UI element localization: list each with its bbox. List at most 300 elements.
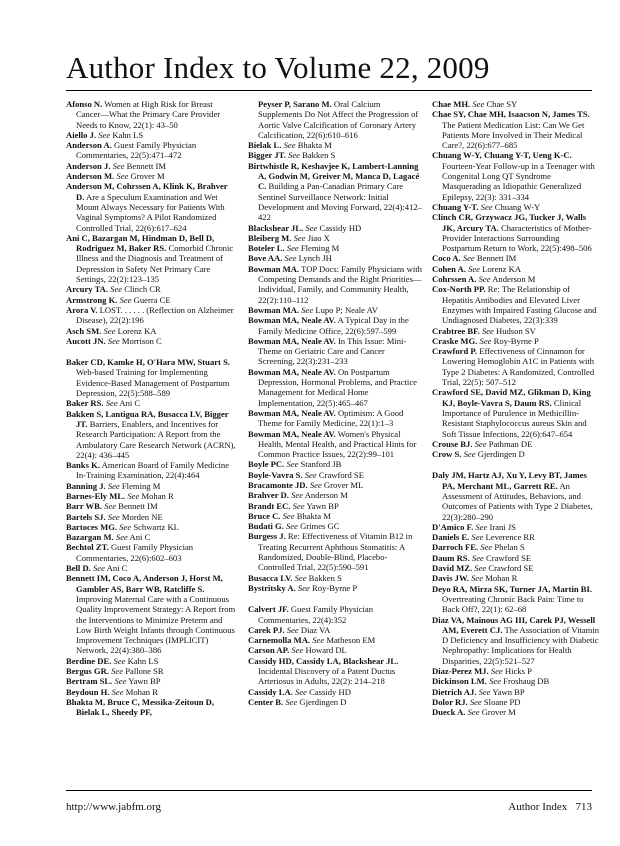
entry-author: D'Amico F. bbox=[432, 521, 474, 532]
entry-author: Busacca LV. bbox=[248, 572, 293, 583]
index-entry bbox=[432, 542, 600, 552]
index-entry bbox=[66, 481, 237, 491]
entry-author: Bystritsky A. bbox=[248, 582, 296, 593]
index-entry bbox=[66, 676, 237, 686]
index-entry bbox=[432, 707, 600, 717]
index-entry bbox=[66, 491, 237, 501]
see-label: See bbox=[312, 635, 325, 646]
entry-cross-reference: Grover ML bbox=[323, 479, 364, 490]
see-label: See bbox=[475, 521, 488, 532]
entry-article: Oral Calcium Supplements Do Not Affect the Progression of Aortic Valve Calcification of Coronary Artery Calcification, 22(6):610–616 bbox=[258, 99, 419, 140]
entry-cross-reference: Lupo P; Neale AV bbox=[315, 304, 378, 315]
index-entry bbox=[432, 99, 600, 109]
entry-cross-reference: Stanford JB bbox=[300, 459, 342, 470]
footer-page-label bbox=[508, 801, 592, 813]
see-label: See bbox=[284, 253, 297, 264]
see-label: See bbox=[309, 479, 322, 490]
entry-author: Bakken S, Lantigua RA, Busacca LV, Bigger JT. bbox=[66, 408, 229, 429]
entry-author: Boyle PC. bbox=[248, 459, 285, 470]
see-label: See bbox=[104, 501, 117, 512]
see-label: See bbox=[468, 263, 480, 274]
see-label: See bbox=[119, 294, 132, 305]
entry-author: Center B. bbox=[248, 696, 284, 707]
entry-author: Bechtol ZT. bbox=[66, 542, 109, 553]
entry-cross-reference: Ani C bbox=[106, 563, 128, 574]
see-label: See bbox=[288, 150, 300, 161]
see-label: See bbox=[481, 325, 494, 336]
entry-cross-reference: Chae SY bbox=[486, 99, 518, 109]
entry-author: Bowman MA, Neale AV. bbox=[248, 315, 336, 326]
entry-author: Daly JM, Hartz AJ, Xu Y, Levy BT, James PA, Merchant ML, Garrett RE. bbox=[432, 470, 587, 491]
index-entry bbox=[248, 604, 422, 625]
entry-article: Characteristics of Mother-Provider Interactions Surrounding Postpartum Return to Work, 22(5):498–506 bbox=[442, 222, 592, 254]
entry-cross-reference: Lorenz KA bbox=[117, 325, 157, 336]
entry-author: Craske MG. bbox=[432, 335, 478, 346]
entry-cross-reference: Kahn LS bbox=[127, 655, 159, 666]
see-label: See bbox=[305, 222, 318, 233]
entry-cross-reference: Bhakta M bbox=[296, 510, 331, 521]
entry-cross-reference: Irani JS bbox=[489, 521, 516, 532]
entry-cross-reference: Ani C bbox=[119, 398, 141, 409]
index-entry bbox=[248, 625, 422, 635]
entry-article: Incidental Discovery of a Patent Ductus Arteriosus in Adults, 22(2): 214–218 bbox=[258, 666, 396, 687]
entry-author: Boyle-Vavra S. bbox=[248, 469, 303, 480]
entry-author: David MZ. bbox=[432, 563, 473, 574]
index-entry bbox=[248, 429, 422, 460]
entry-article: Re: The Relationship of Hepatitis Antibodies and Elevated Liver Enzymes with Impaired Fasting Glucose and Undiagnosed Diabetes, 22(3):339 bbox=[442, 284, 597, 326]
index-entry bbox=[66, 326, 237, 336]
entry-author: Dietrich AJ. bbox=[432, 686, 477, 697]
see-label: See bbox=[462, 253, 475, 264]
entry-article: Women's Physical Health, Mental Health, and Practical Hints for Common Practice Issues, 22(2):99–101 bbox=[258, 428, 417, 460]
index-entry bbox=[66, 130, 237, 140]
entry-author: Bell D. bbox=[66, 563, 91, 574]
index-entry bbox=[66, 284, 237, 294]
index-entry bbox=[432, 449, 600, 459]
index-entry bbox=[248, 253, 422, 263]
see-label: See bbox=[285, 521, 298, 532]
entry-author: Barnes-Ely ML. bbox=[66, 490, 126, 501]
see-label: See bbox=[471, 552, 484, 563]
see-label: See bbox=[467, 707, 480, 718]
see-label: See bbox=[107, 511, 120, 522]
see-label: See bbox=[291, 645, 304, 656]
see-label: See bbox=[293, 232, 306, 243]
entry-article: Building a Pan-Canadian Primary Care Sentinel Surveillance Network: Initial Development and Moving Forward, 22(4):412–422 bbox=[258, 181, 422, 223]
index-entry bbox=[432, 676, 600, 686]
entry-cross-reference: Bennett IM bbox=[126, 160, 167, 171]
entry-author: Diaz VA, Mainous AG III, Carek PJ, Wessell AM, Everett CJ. bbox=[432, 614, 596, 635]
entry-author: Brandt EC. bbox=[248, 500, 291, 511]
entry-author: Anderson M, Cohrssen A, Klink K, Brahver D. bbox=[66, 181, 228, 202]
footer-rule bbox=[66, 790, 592, 791]
index-entry bbox=[432, 532, 600, 542]
entry-author: Cassidy LA. bbox=[248, 686, 293, 697]
entry-author: Anderson A. bbox=[66, 140, 112, 151]
index-entry bbox=[432, 212, 600, 253]
index-entry bbox=[432, 584, 600, 615]
index-entry bbox=[66, 398, 237, 408]
index-entry bbox=[66, 233, 237, 284]
entry-author: Bennett IM, Coco A, Anderson J, Horst M, Gambler AS, Barr WB, Ratcliffe S. bbox=[66, 573, 223, 594]
entry-cross-reference: Hudson SV bbox=[496, 325, 536, 336]
entry-cross-reference: Leverence RR bbox=[485, 532, 535, 543]
index-entry bbox=[432, 202, 600, 212]
index-entry bbox=[248, 264, 422, 305]
entry-author: Carek PJ. bbox=[248, 624, 285, 635]
index-entry bbox=[66, 295, 237, 305]
index-entry bbox=[432, 336, 600, 346]
index-entry bbox=[248, 645, 422, 655]
entry-article: American Board of Family Medicine In-Training Examination, 22(4):464 bbox=[76, 460, 230, 481]
index-entry bbox=[432, 563, 600, 573]
index-entry bbox=[66, 697, 237, 718]
entry-cross-reference: Crawford SE bbox=[318, 469, 364, 480]
entry-article: Guest Family Physician Commentaries, 22(4):352 bbox=[258, 604, 374, 625]
index-entry bbox=[66, 666, 237, 676]
entry-author: Deyo RA, Mirza SK, Turner JA, Martin BI. bbox=[432, 583, 593, 594]
index-entry bbox=[248, 480, 422, 490]
see-label: See bbox=[291, 490, 303, 501]
entry-author: Peyser P, Sarano M. bbox=[258, 99, 332, 109]
entry-article: Improving Maternal Care with a Continuous Quality Improvement Strategy: A Report from the Interventions to Minimize Preterm and Low Birth Weight Infants through Continuous Improvement Techniques (IMPLICIT) Network, 22(4):380–386 bbox=[76, 593, 236, 656]
entry-author: Chuang W-Y, Chuang Y-T, Ueng K-C. bbox=[432, 150, 572, 161]
see-label: See bbox=[116, 171, 129, 182]
see-label: See bbox=[297, 582, 310, 593]
see-label: See bbox=[112, 160, 125, 171]
entry-cross-reference: Roy-Byrne P bbox=[493, 335, 539, 346]
index-entry bbox=[248, 305, 422, 315]
see-label: See bbox=[103, 325, 116, 336]
entry-article: A Typical Day in the Family Medicine Office, 22(6):597–599 bbox=[258, 315, 409, 336]
see-label: See bbox=[489, 676, 502, 687]
index-entry bbox=[248, 656, 422, 687]
entry-author: Bove AA. bbox=[248, 253, 283, 264]
see-label: See bbox=[114, 676, 127, 687]
see-label: See bbox=[480, 542, 493, 553]
header-rule bbox=[66, 90, 592, 91]
index-entry bbox=[248, 583, 422, 593]
entry-article: Optimism: A Good Theme for Family Medicine, 22(1):1–3 bbox=[258, 407, 404, 429]
index-entry bbox=[248, 367, 422, 408]
entry-cross-reference: Hicks P bbox=[504, 666, 532, 677]
index-entry bbox=[248, 697, 422, 707]
entry-cross-reference: Grimes GC bbox=[300, 521, 340, 532]
entry-author: Crabtree BF. bbox=[432, 325, 480, 336]
index-entry bbox=[432, 687, 600, 697]
see-label: See bbox=[474, 563, 487, 574]
index-entry bbox=[432, 284, 600, 325]
entry-cross-reference: Clinch CR bbox=[124, 284, 161, 295]
page-title: Author Index to Volume 22, 2009 bbox=[66, 50, 490, 85]
see-label: See bbox=[490, 666, 503, 677]
see-label: See bbox=[478, 686, 491, 697]
see-label: See bbox=[127, 490, 140, 501]
entry-cross-reference: Bakken S bbox=[302, 150, 336, 161]
entry-author: Calvert JF. bbox=[248, 604, 289, 615]
entry-author: Baker CD, Kamke H, O'Hara MW, Stuart S. bbox=[66, 357, 230, 368]
entry-author: Bertram SL. bbox=[66, 676, 113, 687]
index-entry bbox=[66, 460, 237, 481]
see-label: See bbox=[479, 335, 492, 346]
index-entry bbox=[432, 573, 600, 583]
entry-cross-reference: Ani C bbox=[129, 532, 151, 543]
entry-author: Baker RS. bbox=[66, 398, 104, 409]
index-entry bbox=[248, 573, 422, 583]
entry-cross-reference: Froshaug DB bbox=[503, 676, 550, 687]
index-column-3 bbox=[432, 99, 600, 718]
entry-author: Boteler L. bbox=[248, 243, 285, 254]
page-number: 713 bbox=[575, 801, 592, 813]
see-label: See bbox=[474, 438, 487, 449]
entry-author: Bigger JT. bbox=[248, 150, 286, 161]
see-label: See bbox=[92, 563, 105, 574]
entry-author: Bowman MA, Neale AV. bbox=[248, 428, 336, 439]
index-entry bbox=[432, 109, 600, 150]
index-entry bbox=[432, 326, 600, 336]
index-entry bbox=[432, 553, 600, 563]
entry-article: LOST. . . . . . (Reflection on Alzheimer Disease), 22(2):196 bbox=[76, 304, 234, 326]
entry-author: Anderson M. bbox=[66, 171, 115, 182]
entry-cross-reference: Anderson M bbox=[492, 274, 536, 285]
entry-cross-reference: Phelan S bbox=[494, 542, 525, 553]
index-entry bbox=[432, 150, 600, 201]
index-entry bbox=[66, 161, 237, 171]
index-entry bbox=[432, 470, 600, 521]
see-label: See bbox=[107, 480, 120, 491]
see-label: See bbox=[105, 398, 118, 409]
index-entry bbox=[432, 697, 600, 707]
entry-cross-reference: Morden NE bbox=[121, 511, 163, 522]
entry-author: Bruce C. bbox=[248, 510, 281, 521]
entry-article: Fourteen-Year Follow-up in a Teenager with Congenital Long QT Syndrome Masquerading as Idiopathic Generalized Epilepsy, 22(3): 331–334 bbox=[442, 160, 595, 202]
entry-cross-reference: Mohan R bbox=[125, 686, 158, 697]
see-label: See bbox=[115, 532, 128, 543]
entry-cross-reference: Sloane PD bbox=[483, 696, 521, 707]
index-entry bbox=[432, 264, 600, 274]
see-label: See bbox=[469, 696, 482, 707]
see-label: See bbox=[478, 274, 491, 285]
entry-cross-reference: Grover M bbox=[481, 707, 516, 718]
see-label: See bbox=[480, 201, 493, 212]
entry-author: Bleiberg M. bbox=[248, 232, 292, 243]
see-label: See bbox=[107, 335, 120, 346]
see-label: See bbox=[286, 459, 299, 470]
entry-cross-reference: Diaz VA bbox=[300, 624, 331, 635]
entry-cross-reference: Pathman DE bbox=[488, 438, 533, 449]
index-entry bbox=[66, 512, 237, 522]
see-label: See bbox=[471, 573, 484, 584]
index-entry bbox=[248, 511, 422, 521]
see-label: See bbox=[286, 624, 299, 635]
see-label: See bbox=[283, 140, 296, 151]
entry-author: Bazargan M. bbox=[66, 532, 114, 543]
entry-author: Bowman MA, Neale AV. bbox=[248, 366, 336, 377]
entry-author: Arcury TA. bbox=[66, 284, 109, 295]
entry-author: Carson AP. bbox=[248, 645, 290, 656]
index-entry bbox=[248, 635, 422, 645]
index-entry bbox=[66, 181, 237, 232]
entry-cross-reference: Guerra CE bbox=[133, 294, 171, 305]
entry-author: Daniels E. bbox=[432, 532, 470, 543]
entry-author: Clinch CR, Grzywacz JG, Tucker J, Walls JK, Arcury TA. bbox=[432, 212, 587, 233]
entry-cross-reference: Crawford SE bbox=[485, 552, 532, 563]
index-entry bbox=[248, 531, 422, 572]
index-entry bbox=[66, 140, 237, 161]
entry-article: Re: Effectiveness of Vitamin B12 in Treating Recurrent Aphthous Stomatitis: A Randomized, Double-Blind, Placebo-Controlled Trial, 22(5):590–591 bbox=[258, 531, 413, 573]
index-entry bbox=[248, 150, 422, 160]
index-entry bbox=[66, 336, 237, 346]
entry-author: Cox-North PP. bbox=[432, 284, 486, 295]
index-column-2 bbox=[248, 99, 422, 707]
entry-article: Web-based Training for Implementing Evidence-Based Management of Postpartum Depression, 22(5):588–589 bbox=[76, 367, 230, 399]
entry-author: Bowman MA. bbox=[248, 263, 300, 274]
see-label: See bbox=[286, 243, 299, 254]
entry-cross-reference: Bakken S bbox=[308, 572, 342, 583]
index-entry bbox=[66, 501, 237, 511]
entry-author: Afonso N. bbox=[66, 99, 103, 109]
entry-cross-reference: Kahn LS bbox=[112, 129, 144, 140]
entry-cross-reference: Yawn BP bbox=[306, 500, 339, 511]
index-entry bbox=[248, 315, 422, 336]
entry-cross-reference: Cassidy HD bbox=[309, 686, 351, 697]
entry-author: Carnemolla MA. bbox=[248, 635, 311, 646]
index-entry bbox=[248, 99, 422, 140]
entry-cross-reference: Bennett IM bbox=[118, 501, 158, 512]
index-entry bbox=[248, 501, 422, 511]
entry-author: Birtwhistle R, Keshavjee K, Lambert-Lanning A, Godwin M, Greiver M, Manca D, Lagacé C. bbox=[248, 160, 420, 192]
entry-author: Diaz-Perez MJ. bbox=[432, 666, 489, 677]
entry-article: On Postpartum Depression, Hormonal Problems, and Practice Management for Medical Home Implementation, 22(5):465–467 bbox=[258, 366, 417, 408]
index-entry bbox=[432, 346, 600, 387]
index-entry bbox=[66, 656, 237, 666]
entry-author: Chuang Y-T. bbox=[432, 201, 479, 212]
index-entry bbox=[66, 99, 237, 130]
index-entry bbox=[66, 522, 237, 532]
entry-author: Banning J. bbox=[66, 480, 106, 491]
entry-cross-reference: Morrison C bbox=[121, 335, 162, 346]
index-entry bbox=[66, 357, 237, 398]
entry-article: Barriers, Enablers, and Incentives for Research Participation: A Report from the Ambulatory Care Research Network (ACRN), 22(4): 436–445 bbox=[76, 418, 236, 460]
entry-cross-reference: Chuang W-Y bbox=[494, 201, 541, 212]
entry-cross-reference: Bennett IM bbox=[476, 253, 517, 264]
entry-author: Dueck A. bbox=[432, 707, 466, 718]
entry-author: Bowman MA. bbox=[248, 304, 300, 315]
entry-author: Bracamonte JD. bbox=[248, 479, 308, 490]
index-entry bbox=[432, 439, 600, 449]
entry-cross-reference: Matheson EM bbox=[326, 635, 376, 646]
entry-author: Dolor RJ. bbox=[432, 696, 468, 707]
entry-cross-reference: Gjerdingen D bbox=[299, 696, 347, 707]
index-entry bbox=[248, 233, 422, 243]
see-label: See bbox=[111, 686, 124, 697]
index-entry bbox=[66, 563, 237, 573]
see-label: See bbox=[301, 304, 314, 315]
entry-author: Bielak L. bbox=[248, 140, 282, 151]
entry-author: Blackshear JL. bbox=[248, 222, 304, 233]
entry-cross-reference: Schwartz KL bbox=[133, 521, 179, 532]
entry-article: The Patient Medication List: Can We Get Patients More Involved in Their Medical Care?, 22(6):677–685 bbox=[442, 119, 585, 151]
see-label: See bbox=[98, 129, 111, 140]
index-entry bbox=[66, 542, 237, 563]
entry-author: Crawford P. bbox=[432, 346, 478, 357]
entry-author: Crawford SE, David MZ, Glikman D, King KJ, Boyle-Vavra S, Daum RS. bbox=[432, 387, 591, 408]
entry-cross-reference: Bhakta M bbox=[297, 140, 332, 151]
see-label: See bbox=[113, 655, 126, 666]
index-entry bbox=[432, 522, 600, 532]
footer-url[interactable]: http://www.jabfm.org bbox=[66, 801, 162, 813]
see-label: See bbox=[472, 99, 485, 109]
index-entry bbox=[248, 243, 422, 253]
index-entry bbox=[432, 666, 600, 676]
entry-author: Budati G. bbox=[248, 521, 284, 532]
index-entry bbox=[248, 459, 422, 469]
see-label: See bbox=[304, 469, 317, 480]
entry-author: Banks K. bbox=[66, 460, 100, 471]
index-entry bbox=[248, 161, 422, 223]
index-entry bbox=[248, 521, 422, 531]
entry-author: Asch SM. bbox=[66, 325, 102, 336]
entry-author: Ani C, Bazargan M, Hindman D, Bell D, Rodriguez M, Baker RS. bbox=[66, 232, 215, 254]
see-label: See bbox=[292, 500, 305, 511]
footer-section: Author Index bbox=[508, 801, 568, 813]
entry-author: Bartels SJ. bbox=[66, 511, 106, 522]
index-entry bbox=[66, 532, 237, 542]
entry-article: Effectiveness of Cinnamon for Lowering Hemoglobin A1C in Patients with Type 2 Diabetes: A Randomized, Controlled Trial, 22(5): 507–512 bbox=[442, 346, 595, 388]
index-entry bbox=[248, 408, 422, 429]
entry-article: Clinical Importance of Purulence in Methicillin-Resistant Staphylococcus aureus Skin and Soft Tissue Infections, 22(6):647–654 bbox=[442, 397, 587, 439]
index-entry bbox=[248, 490, 422, 500]
index-entry bbox=[66, 409, 237, 460]
index-entry bbox=[432, 274, 600, 284]
entry-article: An Assessment of Attitudes, Behaviors, and Outcomes of Patients with Type 2 Diabetes, 22(3):280–290 bbox=[442, 480, 593, 522]
entry-author: Davis JW. bbox=[432, 573, 469, 584]
entry-cross-reference: Mohan R bbox=[141, 490, 174, 501]
index-entry bbox=[66, 573, 237, 655]
entry-cross-reference: Roy-Byrne P bbox=[312, 582, 358, 593]
see-label: See bbox=[111, 666, 124, 677]
entry-cross-reference: Mohan R bbox=[485, 573, 518, 584]
entry-cross-reference: Lorenz KA bbox=[482, 263, 522, 274]
entry-article: In This Issue: Mini-Theme on Geriatric Care and Cancer Screening, 22(3):231–233 bbox=[258, 335, 407, 367]
see-label: See bbox=[463, 449, 476, 460]
entry-article: The Association of Vitamin D Deficiency and Insufficiency with Diabetic Nephropathy: Implications for Health Disparities, 22(5):521–527 bbox=[442, 624, 600, 666]
entry-author: Aiello J. bbox=[66, 129, 97, 140]
entry-author: Barr WB. bbox=[66, 501, 102, 512]
index-column-1 bbox=[66, 99, 237, 718]
see-label: See bbox=[471, 532, 484, 543]
entry-cross-reference: Jiao X bbox=[307, 232, 330, 243]
index-entry bbox=[248, 336, 422, 367]
entry-cross-reference: Fleming M bbox=[121, 480, 161, 491]
entry-author: Arora V. bbox=[66, 304, 98, 315]
see-label: See bbox=[119, 521, 132, 532]
entry-author: Bhakta M, Bruce C, Messika-Zeitoun D, Bielak L, Sheedy PF, bbox=[66, 696, 215, 718]
entry-author: Beydoun H. bbox=[66, 686, 110, 697]
entry-author: Brahver D. bbox=[248, 490, 289, 501]
entry-author: Bowman MA, Neale AV. bbox=[248, 407, 336, 418]
entry-author: Armstrong K. bbox=[66, 294, 118, 305]
see-label: See bbox=[282, 510, 295, 521]
entry-author: Crouse BJ. bbox=[432, 438, 473, 449]
entry-author: Chae SY, Chae MH, Isaacson N, James TS. bbox=[432, 109, 590, 120]
see-label: See bbox=[294, 572, 307, 583]
entry-article: Are a Speculum Examination and Wet Mount Always Necessary for Patients With Vaginal Symptoms? A Pilot Randomized Controlled Trial, 22(6):617–624 bbox=[76, 191, 225, 233]
entry-author: Coco A. bbox=[432, 253, 461, 264]
entry-cross-reference: Grover M bbox=[130, 171, 165, 182]
index-entry bbox=[66, 687, 237, 697]
see-label: See bbox=[295, 686, 307, 697]
